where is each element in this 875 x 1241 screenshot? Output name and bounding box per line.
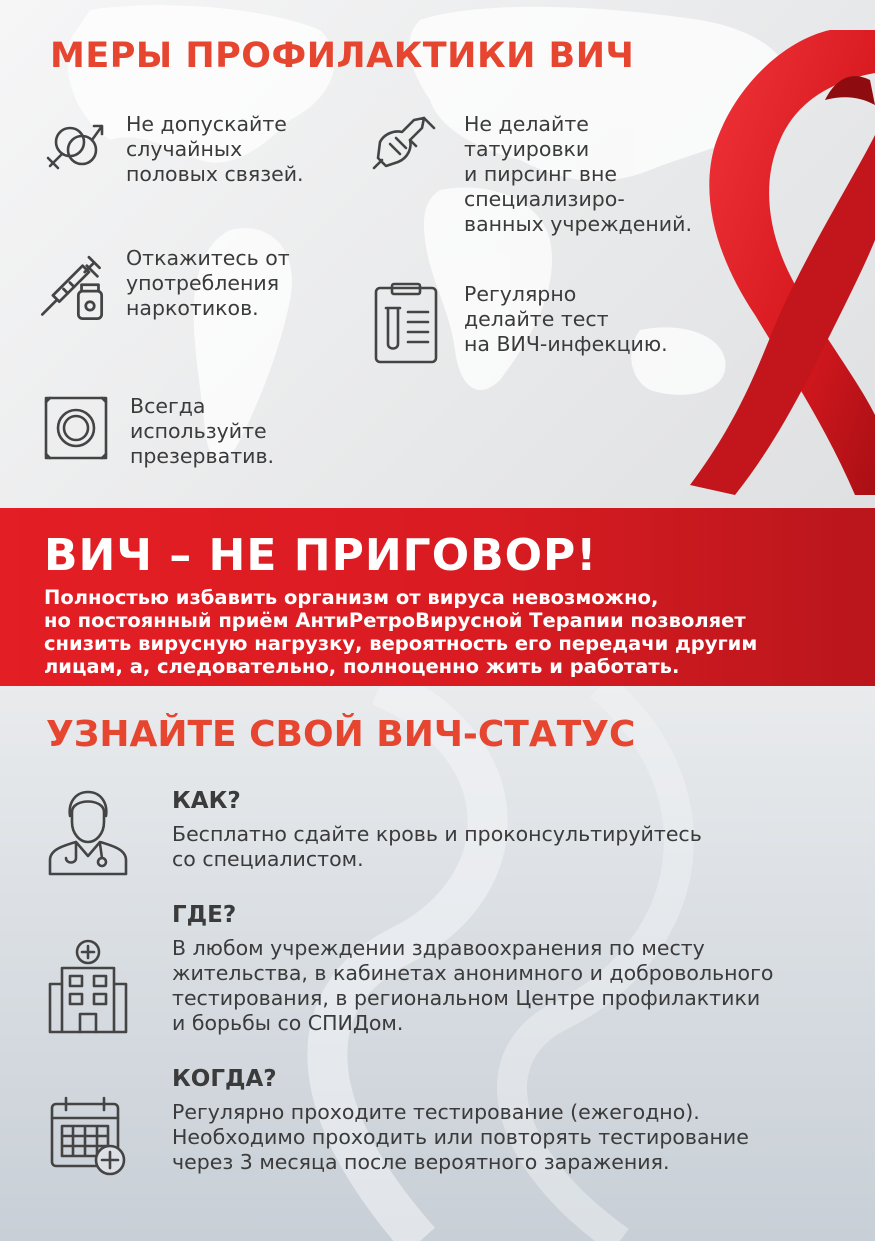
- prevention-item-text: Откажитесь от употребления наркотиков.: [126, 246, 290, 320]
- prevention-item-text: Не допускайте случайных половых связей.: [126, 112, 304, 186]
- prevention-item-text: Всегда используйте презерватив.: [130, 394, 275, 468]
- banner-title: ВИЧ – НЕ ПРИГОВОР!: [44, 530, 598, 581]
- prevention-section: [0, 0, 875, 508]
- hospital-icon: [46, 938, 130, 1034]
- aids-red-ribbon: [675, 25, 875, 495]
- question-title: КАК?: [172, 788, 241, 814]
- banner-text: Полностью избавить организм от вируса невозможно, но постоянный приём АнтиРетроВирусной Терапии позволяет снизить вирусную нагрузку, вероятность его передачи другим лицам, а, следовательно, полноценно жить и работать.: [44, 586, 758, 678]
- question-title: ГДЕ?: [172, 902, 237, 928]
- question-answer: Бесплатно сдайте кровь и проконсультируйтесь со специалистом.: [172, 822, 702, 871]
- prevention-item-condom: [42, 394, 274, 469]
- condom-icon: [42, 394, 110, 462]
- prevention-item-text: Регулярно делайте тест на ВИЧ-инфекцию.: [464, 282, 668, 356]
- question-how: [46, 788, 702, 876]
- clipboard-test-icon: [372, 282, 440, 364]
- status-title: УЗНАЙТЕ СВОЙ ВИЧ-СТАТУС: [46, 714, 636, 755]
- question-answer: В любом учреждении здравоохранения по месту жительства, в кабинетах анонимного и добровольного тестирования, в региональном Центре профилактики и борьбы со СПИДом.: [172, 936, 774, 1035]
- gender-symbols-icon: [40, 112, 108, 180]
- prevention-item-tattoo: [370, 112, 692, 237]
- question-when: [46, 1066, 749, 1178]
- prevention-item-text: Не делайте татуировки и пирсинг вне специализиро- ванных учреждений.: [464, 112, 692, 236]
- calendar-plus-icon: [46, 1094, 130, 1178]
- prevention-item-test: [372, 282, 668, 364]
- prevention-title: МЕРЫ ПРОФИЛАКТИКИ ВИЧ: [50, 36, 635, 76]
- syringe-icon: [36, 244, 108, 334]
- prevention-item-casual-sex: [40, 112, 304, 187]
- question-title: КОГДА?: [172, 1066, 277, 1092]
- question-answer: Регулярно проходите тестирование (ежегодно). Необходимо проходить или повторять тестирование через 3 месяца после вероятного заражения.: [172, 1100, 749, 1174]
- tattoo-machine-icon: [370, 112, 438, 180]
- prevention-item-drugs: [36, 244, 290, 334]
- hiv-not-verdict-banner: [0, 508, 875, 686]
- question-where: [46, 902, 773, 1036]
- doctor-icon: [46, 788, 130, 876]
